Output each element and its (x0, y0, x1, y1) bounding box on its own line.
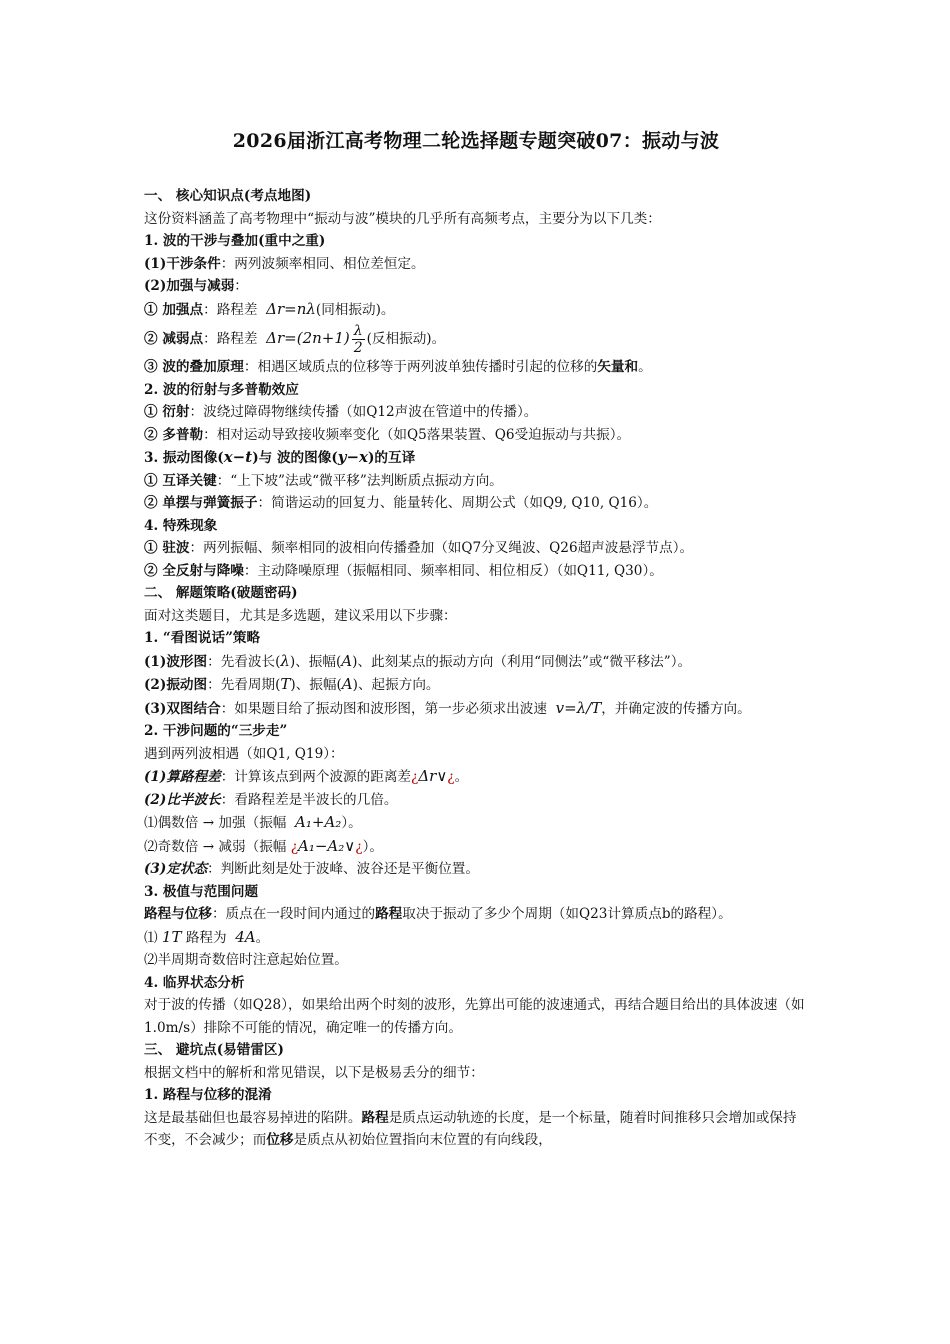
section-3-heading: 三、 避坑点(易错雷区) (144, 1042, 284, 1058)
section-2-intro: 面对这类题目，尤其是多选题，建议采用以下步骤： (144, 607, 457, 624)
one-period (144, 926, 808, 950)
bold-text: 矢量和 (597, 359, 639, 375)
text: ：先看周期( (207, 677, 281, 693)
end: 。 (638, 359, 652, 375)
math: A (341, 675, 353, 693)
label: ① 互译关键 (144, 472, 217, 489)
text: 这是最基础但也最容易掉进的陷阱。 (144, 1109, 362, 1126)
text: ⑴ (144, 929, 158, 946)
label: ② 全反射与降噪 (144, 562, 244, 579)
end: 。 (454, 769, 469, 785)
label: (2)振动图 (144, 677, 208, 693)
dual-graph (144, 697, 808, 721)
path-difference (144, 765, 808, 789)
math: λ (280, 651, 290, 670)
label: ③ 波的叠加原理 (144, 359, 244, 375)
section-2-heading: 二、 解题策略(破题密码) (144, 585, 298, 601)
strategy-2-intro: 遇到两列波相遇（如Q1, Q19）： (144, 745, 344, 762)
text: ：质点在一段时间内通过的 (211, 906, 376, 922)
text: ：两列振幅、频率相同的波相向传播叠加（如Q7分叉绳波、Q26超声波悬浮节点）。 (189, 540, 694, 556)
fraction-denominator: 2 (353, 340, 363, 356)
pendulum-spring (144, 492, 808, 515)
document-title: 2026届浙江高考物理二轮选择题专题突破07：振动与波 (232, 130, 720, 152)
even-multiple (144, 811, 808, 835)
topic-1-heading: 1. 波的干涉与叠加(重中之重) (144, 233, 326, 249)
formula: Δr=nλ (266, 299, 316, 318)
section-3-intro: 根据文档中的解析和常见错误，以下是极易丢分的细节： (144, 1064, 484, 1081)
text: ：两列波频率相同、相位差恒定。 (220, 255, 425, 272)
label: (3)定状态 (144, 861, 208, 877)
critical-state-text: 对于波的传播（如Q28），如果给出两个时刻的波形，先算出可能的波速通式，再结合题目给出的具体波速（如1.0m/s）排除不可能的情况，确定唯一的传播方向。 (144, 997, 805, 1036)
label: ② 单摆与弹簧振子 (144, 495, 258, 511)
label: ② 减弱点 (144, 331, 204, 347)
text: ：相遇区域质点的位移等于两列波单独传播时引起的位移的 (243, 359, 598, 375)
strategy-1-heading: 1. “看图说话”策略 (144, 630, 261, 646)
document-page (144, 120, 808, 1152)
diffraction (144, 401, 808, 424)
text: ，并确定波的传播方向。 (601, 700, 751, 717)
bold-text: 路程 (361, 1109, 389, 1126)
end: ）。 (341, 815, 362, 831)
text: )、振幅( (290, 677, 342, 693)
text: ：判断此刻是处于波峰、波谷还是平衡位置。 (207, 861, 479, 877)
math: A₁+A₂ (295, 813, 342, 831)
text: 是质点从初始位置指向末位置的有向线段， (293, 1132, 552, 1148)
math: T (280, 675, 291, 693)
text: ：简谐运动的回复力、能量转化、周期公式（如Q9, Q10, Q16）。 (257, 495, 658, 511)
text: 取决于振动了多少个周期（如Q23计算质点b的路程）。 (402, 906, 732, 922)
math: Δr∨ (418, 767, 448, 785)
math: 4A (235, 927, 256, 946)
label: (1)算路程差 (144, 769, 221, 785)
strengthen-point (144, 298, 808, 322)
end: ）。 (362, 838, 383, 855)
path-displacement (144, 903, 808, 926)
standing-wave (144, 537, 808, 560)
text: 是质点运动轨迹的长度，是一个标量，随着时间推移只会增加或保持不变，不会减少；而 (144, 1109, 797, 1148)
pitfall-1-text (144, 1107, 808, 1152)
text: ： (234, 278, 248, 294)
tail: (反相振动)。 (366, 331, 446, 347)
label: (1)干涉条件 (144, 255, 221, 272)
text: ：看路程差是半波长的几倍。 (220, 791, 398, 808)
label: (1)波形图 (144, 653, 208, 670)
waveform-graph (144, 650, 808, 674)
h3-part-a: 3. 振动图像( (144, 450, 224, 466)
text: ：波绕过障碍物继续传播（如Q12声波在管道中的传播）。 (189, 404, 538, 420)
strategy-3-heading: 3. 极值与范围问题 (144, 883, 259, 900)
text: ：“上下坡”法或“微平移”法判断质点振动方向。 (216, 472, 503, 489)
h3-math-1: x−t (223, 448, 253, 466)
symbol: ¿ (355, 838, 363, 855)
math: A (341, 651, 353, 670)
section-1-heading: 一、 核心知识点(考点地图) (144, 188, 312, 204)
text: ：相对运动导致接收频率变化（如Q5落果装置、Q6受迫振动与共振）。 (203, 426, 631, 443)
label: ② 多普勒 (144, 426, 204, 443)
text: ：路程差 (203, 301, 258, 318)
vibration-graph (144, 673, 808, 697)
interference-condition (144, 253, 808, 276)
end: 。 (255, 929, 270, 946)
text: ：如果题目给了振动图和波形图，第一步必须求出波速 (220, 700, 547, 717)
strengthen-weaken (144, 275, 808, 298)
h3-part-c: )的互译 (368, 450, 416, 466)
symbol: ¿ (290, 838, 299, 855)
topic-2-heading: 2. 波的衍射与多普勒效应 (144, 381, 299, 398)
formula: Δr=(2n+1) (266, 329, 350, 347)
topic-4-heading: 4. 特殊现象 (144, 517, 218, 534)
strategy-4-heading: 4. 临界状态分析 (144, 974, 245, 991)
text: ：先看波长( (207, 653, 281, 670)
strategy-2-heading: 2. 干涉问题的“三步走” (144, 723, 288, 739)
math: 1T (161, 927, 182, 946)
math: A₁−A₂∨ (298, 836, 356, 855)
h3-math-2: y−x (337, 448, 368, 466)
tail: (同相振动)。 (315, 301, 395, 318)
symbol: ¿ (411, 769, 419, 785)
text: ：主动降噪原理（振幅相同、频率相同、相位相反）（如Q11, Q30）。 (243, 562, 663, 579)
text: )、此刻某点的振动方向（利用“同侧法”或“微平移法”）。 (352, 653, 692, 670)
label: ① 加强点 (144, 301, 204, 318)
text: ：路程差 (203, 331, 258, 347)
half-period: ⑵半周期奇数倍时注意起始位置。 (144, 952, 348, 968)
noise-reduction (144, 560, 808, 583)
text: )、起振方向。 (352, 677, 440, 693)
section-1-intro: 这份资料涵盖了高考物理中“振动与波”模块的几乎所有高频考点，主要分为以下几类： (144, 210, 661, 227)
text: ：计算该点到两个波源的距离差 (220, 769, 412, 785)
text: ⑵奇数倍 → 减弱（振幅 (144, 838, 287, 855)
weaken-point (144, 321, 808, 356)
label: (2)加强与减弱 (144, 278, 235, 294)
topic-3-heading (144, 446, 808, 470)
bold-text: 路程 (375, 906, 403, 922)
text: 路程为 (185, 929, 227, 946)
doppler (144, 424, 808, 447)
superposition-principle (144, 356, 808, 379)
determine-state (144, 858, 808, 881)
text: ⑴偶数倍 → 加强（振幅 (144, 815, 287, 831)
bold-text: 位移 (266, 1132, 294, 1148)
label: (2)比半波长 (144, 791, 221, 808)
fraction (352, 323, 365, 356)
label: ① 衍射 (144, 404, 190, 420)
half-wavelength (144, 789, 808, 812)
label: ① 驻波 (144, 540, 190, 556)
mutual-translation (144, 470, 808, 493)
text: )、振幅( (289, 653, 342, 670)
symbol: ¿ (447, 769, 455, 785)
math: v=λ/T (555, 698, 602, 717)
h3-part-b: )与 波的图像( (252, 450, 338, 466)
odd-multiple (144, 835, 808, 859)
label: (3)双图结合 (144, 700, 221, 717)
pitfall-1-heading: 1. 路程与位移的混淆 (144, 1087, 272, 1103)
label: 路程与位移 (144, 906, 212, 922)
fraction-numerator: λ (353, 323, 363, 339)
